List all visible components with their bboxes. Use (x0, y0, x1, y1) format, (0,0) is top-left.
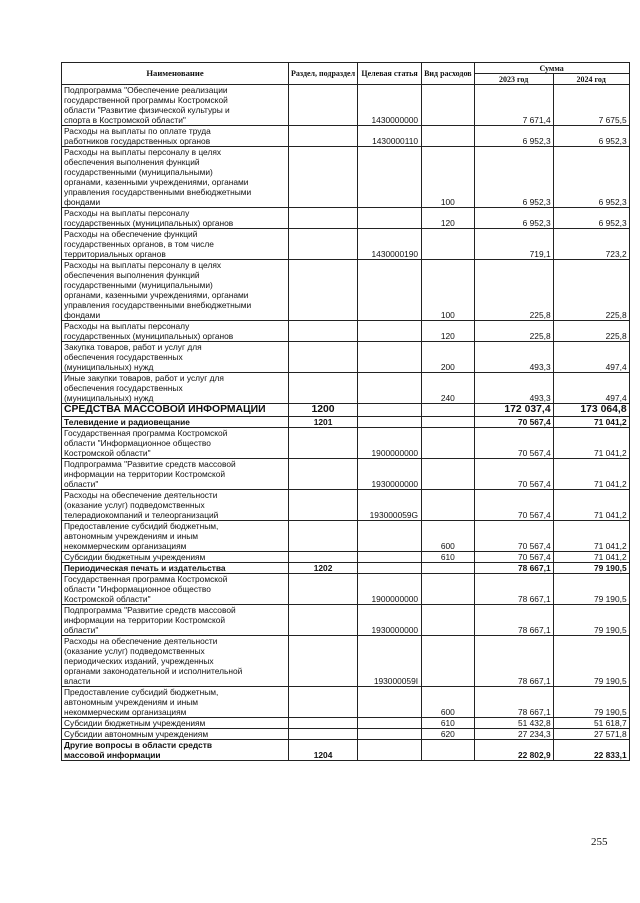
row-target (358, 563, 422, 574)
row-target: 1430000000 (358, 85, 422, 126)
row-section (289, 85, 358, 126)
row-type: 610 (422, 552, 475, 563)
row-name-line: Расходы на выплаты персоналу (64, 208, 190, 218)
table-row (62, 552, 630, 563)
row-name-line: телерадиокомпаний и телеорганизаций (64, 510, 219, 520)
row-type: 240 (422, 373, 475, 404)
row-name-line: органами, казенными учреждениями, органами (64, 290, 249, 300)
row-name (62, 718, 289, 729)
row-section (289, 373, 358, 404)
row-section (289, 342, 358, 373)
row-sum-2024: 71 041,2 (553, 428, 629, 459)
row-name-line: области "Информационное общество (64, 438, 211, 448)
row-target (358, 147, 422, 208)
row-name-line: Расходы на выплаты персоналу в целях (64, 260, 222, 270)
row-name-line: Иные закупки товаров, работ и услуг для (64, 373, 224, 383)
row-name-line: власти (64, 676, 91, 686)
row-sum-2024: 79 190,5 (553, 687, 629, 718)
table-row (62, 373, 630, 404)
row-name (62, 521, 289, 552)
row-name-line: (муниципальных) нужд (64, 393, 154, 403)
header-type: Вид расходов (422, 63, 475, 85)
row-name (62, 552, 289, 563)
table-row (62, 404, 630, 417)
row-name-line: периодических изданий, учрежденных (64, 656, 214, 666)
row-name-line: Предоставление субсидий бюджетным, (64, 521, 219, 531)
row-target (358, 373, 422, 404)
row-type (422, 417, 475, 428)
row-sum-2024: 79 190,5 (553, 563, 629, 574)
row-name-line: фондами (64, 310, 101, 320)
row-name-line: некоммерческим организациям (64, 707, 187, 717)
table-row (62, 147, 630, 208)
row-sum-2024: 173 064,8 (553, 404, 629, 417)
row-target (358, 404, 422, 417)
row-name-line: Субсидии бюджетным учреждениям (64, 552, 206, 562)
row-section: 1201 (289, 417, 358, 428)
row-section (289, 605, 358, 636)
row-name (62, 229, 289, 260)
table-row (62, 229, 630, 260)
row-sum-2023: 70 567,4 (474, 428, 553, 459)
row-type (422, 574, 475, 605)
row-sum-2024: 497,4 (553, 373, 629, 404)
row-name-line: (оказание услуг) подведомственных (64, 500, 205, 510)
row-sum-2023: 225,8 (474, 260, 553, 321)
row-name-line: Костромской области" (64, 594, 151, 604)
header-year-2024: 2024 год (553, 74, 629, 85)
row-sum-2024: 71 041,2 (553, 459, 629, 490)
row-section: 1200 (289, 404, 358, 417)
row-type: 600 (422, 521, 475, 552)
row-sum-2023: 51 432,8 (474, 718, 553, 729)
row-sum-2024: 71 041,2 (553, 521, 629, 552)
row-name (62, 490, 289, 521)
row-name-line: автономным учреждениям и иным (64, 531, 199, 541)
row-name (62, 260, 289, 321)
row-name-line: Закупка товаров, работ и услуг для (64, 342, 202, 352)
row-name-line: Другие вопросы в области средств (64, 740, 213, 750)
row-target (358, 260, 422, 321)
row-type (422, 126, 475, 147)
row-sum-2023: 172 037,4 (474, 404, 553, 417)
row-type (422, 490, 475, 521)
row-name (62, 687, 289, 718)
row-section (289, 521, 358, 552)
row-sum-2023: 6 952,3 (474, 208, 553, 229)
row-name-line: обеспечения государственных (64, 383, 183, 393)
row-name-line: Государственная программа Костромской (64, 574, 228, 584)
row-name (62, 342, 289, 373)
table-row (62, 321, 630, 342)
row-name-line: Расходы на выплаты по оплате труда (64, 126, 211, 136)
row-sum-2023: 7 671,4 (474, 85, 553, 126)
row-name-line: (муниципальных) нужд (64, 362, 154, 372)
row-section (289, 321, 358, 342)
row-target (358, 552, 422, 563)
row-sum-2023: 719,1 (474, 229, 553, 260)
row-sum-2024: 497,4 (553, 342, 629, 373)
row-target (358, 687, 422, 718)
row-sum-2024: 225,8 (553, 321, 629, 342)
row-section (289, 147, 358, 208)
row-sum-2024: 22 833,1 (553, 740, 629, 761)
row-sum-2024: 225,8 (553, 260, 629, 321)
row-name (62, 373, 289, 404)
row-type: 100 (422, 260, 475, 321)
row-type (422, 404, 475, 417)
row-name-line: Расходы на выплаты персоналу в целях (64, 147, 222, 157)
header-target: Целевая статья (358, 63, 422, 85)
row-type (422, 740, 475, 761)
row-name (62, 636, 289, 687)
row-section (289, 718, 358, 729)
row-section: 1202 (289, 563, 358, 574)
table-header (62, 63, 630, 85)
row-sum-2024: 6 952,3 (553, 147, 629, 208)
row-name-line: обеспечения государственных (64, 352, 183, 362)
row-section: 1204 (289, 740, 358, 761)
row-target: 193000059I (358, 636, 422, 687)
header-section: Раздел, подраздел (289, 63, 358, 85)
table-row (62, 260, 630, 321)
row-section (289, 552, 358, 563)
table-row (62, 521, 630, 552)
row-name-line: территориальных органов (64, 249, 166, 259)
row-name-line: СРЕДСТВА МАССОВОЙ ИНФОРМАЦИИ (64, 404, 266, 415)
row-sum-2023: 70 567,4 (474, 417, 553, 428)
row-sum-2023: 493,3 (474, 342, 553, 373)
table-row (62, 342, 630, 373)
table-row (62, 729, 630, 740)
row-sum-2023: 27 234,3 (474, 729, 553, 740)
row-name-line: государственными (муниципальными) (64, 280, 213, 290)
row-name (62, 147, 289, 208)
row-section (289, 126, 358, 147)
row-target: 1900000000 (358, 428, 422, 459)
row-sum-2023: 6 952,3 (474, 147, 553, 208)
row-name (62, 740, 289, 761)
row-type: 610 (422, 718, 475, 729)
row-sum-2024: 71 041,2 (553, 490, 629, 521)
row-name-line: Телевидение и радиовещание (64, 417, 190, 427)
row-sum-2023: 70 567,4 (474, 459, 553, 490)
row-name-line: обеспечения выполнения функций (64, 157, 200, 167)
row-section (289, 574, 358, 605)
row-name-line: органами законодательной и исполнительной (64, 666, 243, 676)
row-section (289, 636, 358, 687)
row-type (422, 229, 475, 260)
row-target: 1900000000 (358, 574, 422, 605)
row-target (358, 321, 422, 342)
row-name-line: массовой информации (64, 750, 161, 760)
row-name-line: управления государственными внебюджетными (64, 187, 252, 197)
row-name-line: автономным учреждениям и иным (64, 697, 199, 707)
row-name-line: Расходы на обеспечение деятельности (64, 636, 218, 646)
row-section (289, 687, 358, 718)
row-name-line: Костромской области" (64, 448, 151, 458)
row-name (62, 417, 289, 428)
table-row (62, 636, 630, 687)
row-sum-2024: 71 041,2 (553, 417, 629, 428)
row-name-line: Субсидии автономным учреждениям (64, 729, 209, 739)
row-type: 120 (422, 208, 475, 229)
row-name-line: обеспечения выполнения функций (64, 270, 200, 280)
row-sum-2024: 723,2 (553, 229, 629, 260)
row-name-line: Расходы на выплаты персоналу (64, 321, 190, 331)
row-type (422, 605, 475, 636)
row-name-line: государственными (муниципальными) (64, 167, 213, 177)
row-sum-2023: 78 667,1 (474, 687, 553, 718)
header-sum: Сумма (474, 63, 629, 74)
row-target: 1430000110 (358, 126, 422, 147)
row-name-line: Государственная программа Костромской (64, 428, 228, 438)
row-sum-2024: 79 190,5 (553, 636, 629, 687)
row-type (422, 428, 475, 459)
row-name (62, 729, 289, 740)
table-row (62, 85, 630, 126)
table-row (62, 687, 630, 718)
row-type: 620 (422, 729, 475, 740)
row-name (62, 85, 289, 126)
row-name-line: управления государственными внебюджетными (64, 300, 252, 310)
row-name-line: органами, казенными учреждениями, органами (64, 177, 249, 187)
row-name-line: спорта в Костромской области" (64, 115, 186, 125)
row-name (62, 321, 289, 342)
row-section (289, 459, 358, 490)
table-row (62, 459, 630, 490)
row-name-line: Предоставление субсидий бюджетным, (64, 687, 219, 697)
row-sum-2024: 6 952,3 (553, 208, 629, 229)
row-sum-2024: 51 618,7 (553, 718, 629, 729)
row-sum-2024: 7 675,5 (553, 85, 629, 126)
row-name-line: Расходы на обеспечение деятельности (64, 490, 218, 500)
page-number: 255 (591, 836, 608, 848)
row-sum-2023: 70 567,4 (474, 552, 553, 563)
row-sum-2024: 71 041,2 (553, 552, 629, 563)
row-sum-2024: 79 190,5 (553, 574, 629, 605)
row-sum-2023: 70 567,4 (474, 521, 553, 552)
row-name-line: информации на территории Костромской (64, 469, 226, 479)
row-name-line: (оказание услуг) подведомственных (64, 646, 205, 656)
row-sum-2023: 225,8 (474, 321, 553, 342)
row-name (62, 404, 289, 417)
row-name-line: области "Развитие физической культуры и (64, 105, 230, 115)
row-sum-2023: 78 667,1 (474, 605, 553, 636)
table-body (62, 85, 630, 761)
row-target (358, 417, 422, 428)
row-target: 1930000000 (358, 605, 422, 636)
row-sum-2024: 27 571,8 (553, 729, 629, 740)
row-name-line: государственной программы Костромской (64, 95, 228, 105)
row-name (62, 208, 289, 229)
header-year-2023: 2023 год (474, 74, 553, 85)
row-sum-2023: 78 667,1 (474, 563, 553, 574)
row-name-line: государственных органов, в том числе (64, 239, 214, 249)
row-type: 100 (422, 147, 475, 208)
row-sum-2024: 6 952,3 (553, 126, 629, 147)
row-target (358, 208, 422, 229)
row-type: 600 (422, 687, 475, 718)
row-name-line: государственных (муниципальных) органов (64, 331, 234, 341)
table-row (62, 208, 630, 229)
row-name-line: работников государственных органов (64, 136, 211, 146)
row-target: 1430000190 (358, 229, 422, 260)
table-row (62, 563, 630, 574)
row-section (289, 490, 358, 521)
table-row (62, 740, 630, 761)
row-target (358, 740, 422, 761)
row-target (358, 342, 422, 373)
row-name-line: области" (64, 625, 99, 635)
row-sum-2023: 6 952,3 (474, 126, 553, 147)
header-name: Наименование (62, 63, 289, 85)
row-section (289, 729, 358, 740)
row-name-line: Расходы на обеспечение функций (64, 229, 198, 239)
row-target (358, 729, 422, 740)
budget-table (61, 62, 630, 761)
row-name (62, 459, 289, 490)
row-name (62, 605, 289, 636)
row-sum-2023: 70 567,4 (474, 490, 553, 521)
table-row (62, 718, 630, 729)
row-name-line: области" (64, 479, 99, 489)
table-row (62, 126, 630, 147)
row-section (289, 260, 358, 321)
table-row (62, 428, 630, 459)
row-section (289, 428, 358, 459)
row-sum-2023: 22 802,9 (474, 740, 553, 761)
row-target: 193000059G (358, 490, 422, 521)
row-type: 120 (422, 321, 475, 342)
row-name-line: Подпрограмма "Развитие средств массовой (64, 459, 236, 469)
row-sum-2023: 493,3 (474, 373, 553, 404)
row-sum-2024: 79 190,5 (553, 605, 629, 636)
row-name-line: Подпрограмма "Обеспечение реализации (64, 85, 228, 95)
row-name (62, 563, 289, 574)
row-name (62, 574, 289, 605)
row-name (62, 126, 289, 147)
table-row (62, 490, 630, 521)
row-name-line: Субсидии бюджетным учреждениям (64, 718, 206, 728)
row-section (289, 229, 358, 260)
row-type (422, 563, 475, 574)
row-name-line: Периодическая печать и издательства (64, 563, 226, 573)
row-name-line: государственных (муниципальных) органов (64, 218, 234, 228)
row-type (422, 459, 475, 490)
row-sum-2023: 78 667,1 (474, 636, 553, 687)
row-name-line: информации на территории Костромской (64, 615, 226, 625)
row-name-line: Подпрограмма "Развитие средств массовой (64, 605, 236, 615)
row-type (422, 636, 475, 687)
row-type (422, 85, 475, 126)
table-row (62, 574, 630, 605)
table-row (62, 605, 630, 636)
row-name-line: фондами (64, 197, 101, 207)
row-sum-2023: 78 667,1 (474, 574, 553, 605)
table-row (62, 417, 630, 428)
row-name-line: некоммерческим организациям (64, 541, 187, 551)
row-target: 1930000000 (358, 459, 422, 490)
row-type: 200 (422, 342, 475, 373)
row-name-line: области "Информационное общество (64, 584, 211, 594)
row-target (358, 718, 422, 729)
row-target (358, 521, 422, 552)
row-name (62, 428, 289, 459)
row-section (289, 208, 358, 229)
